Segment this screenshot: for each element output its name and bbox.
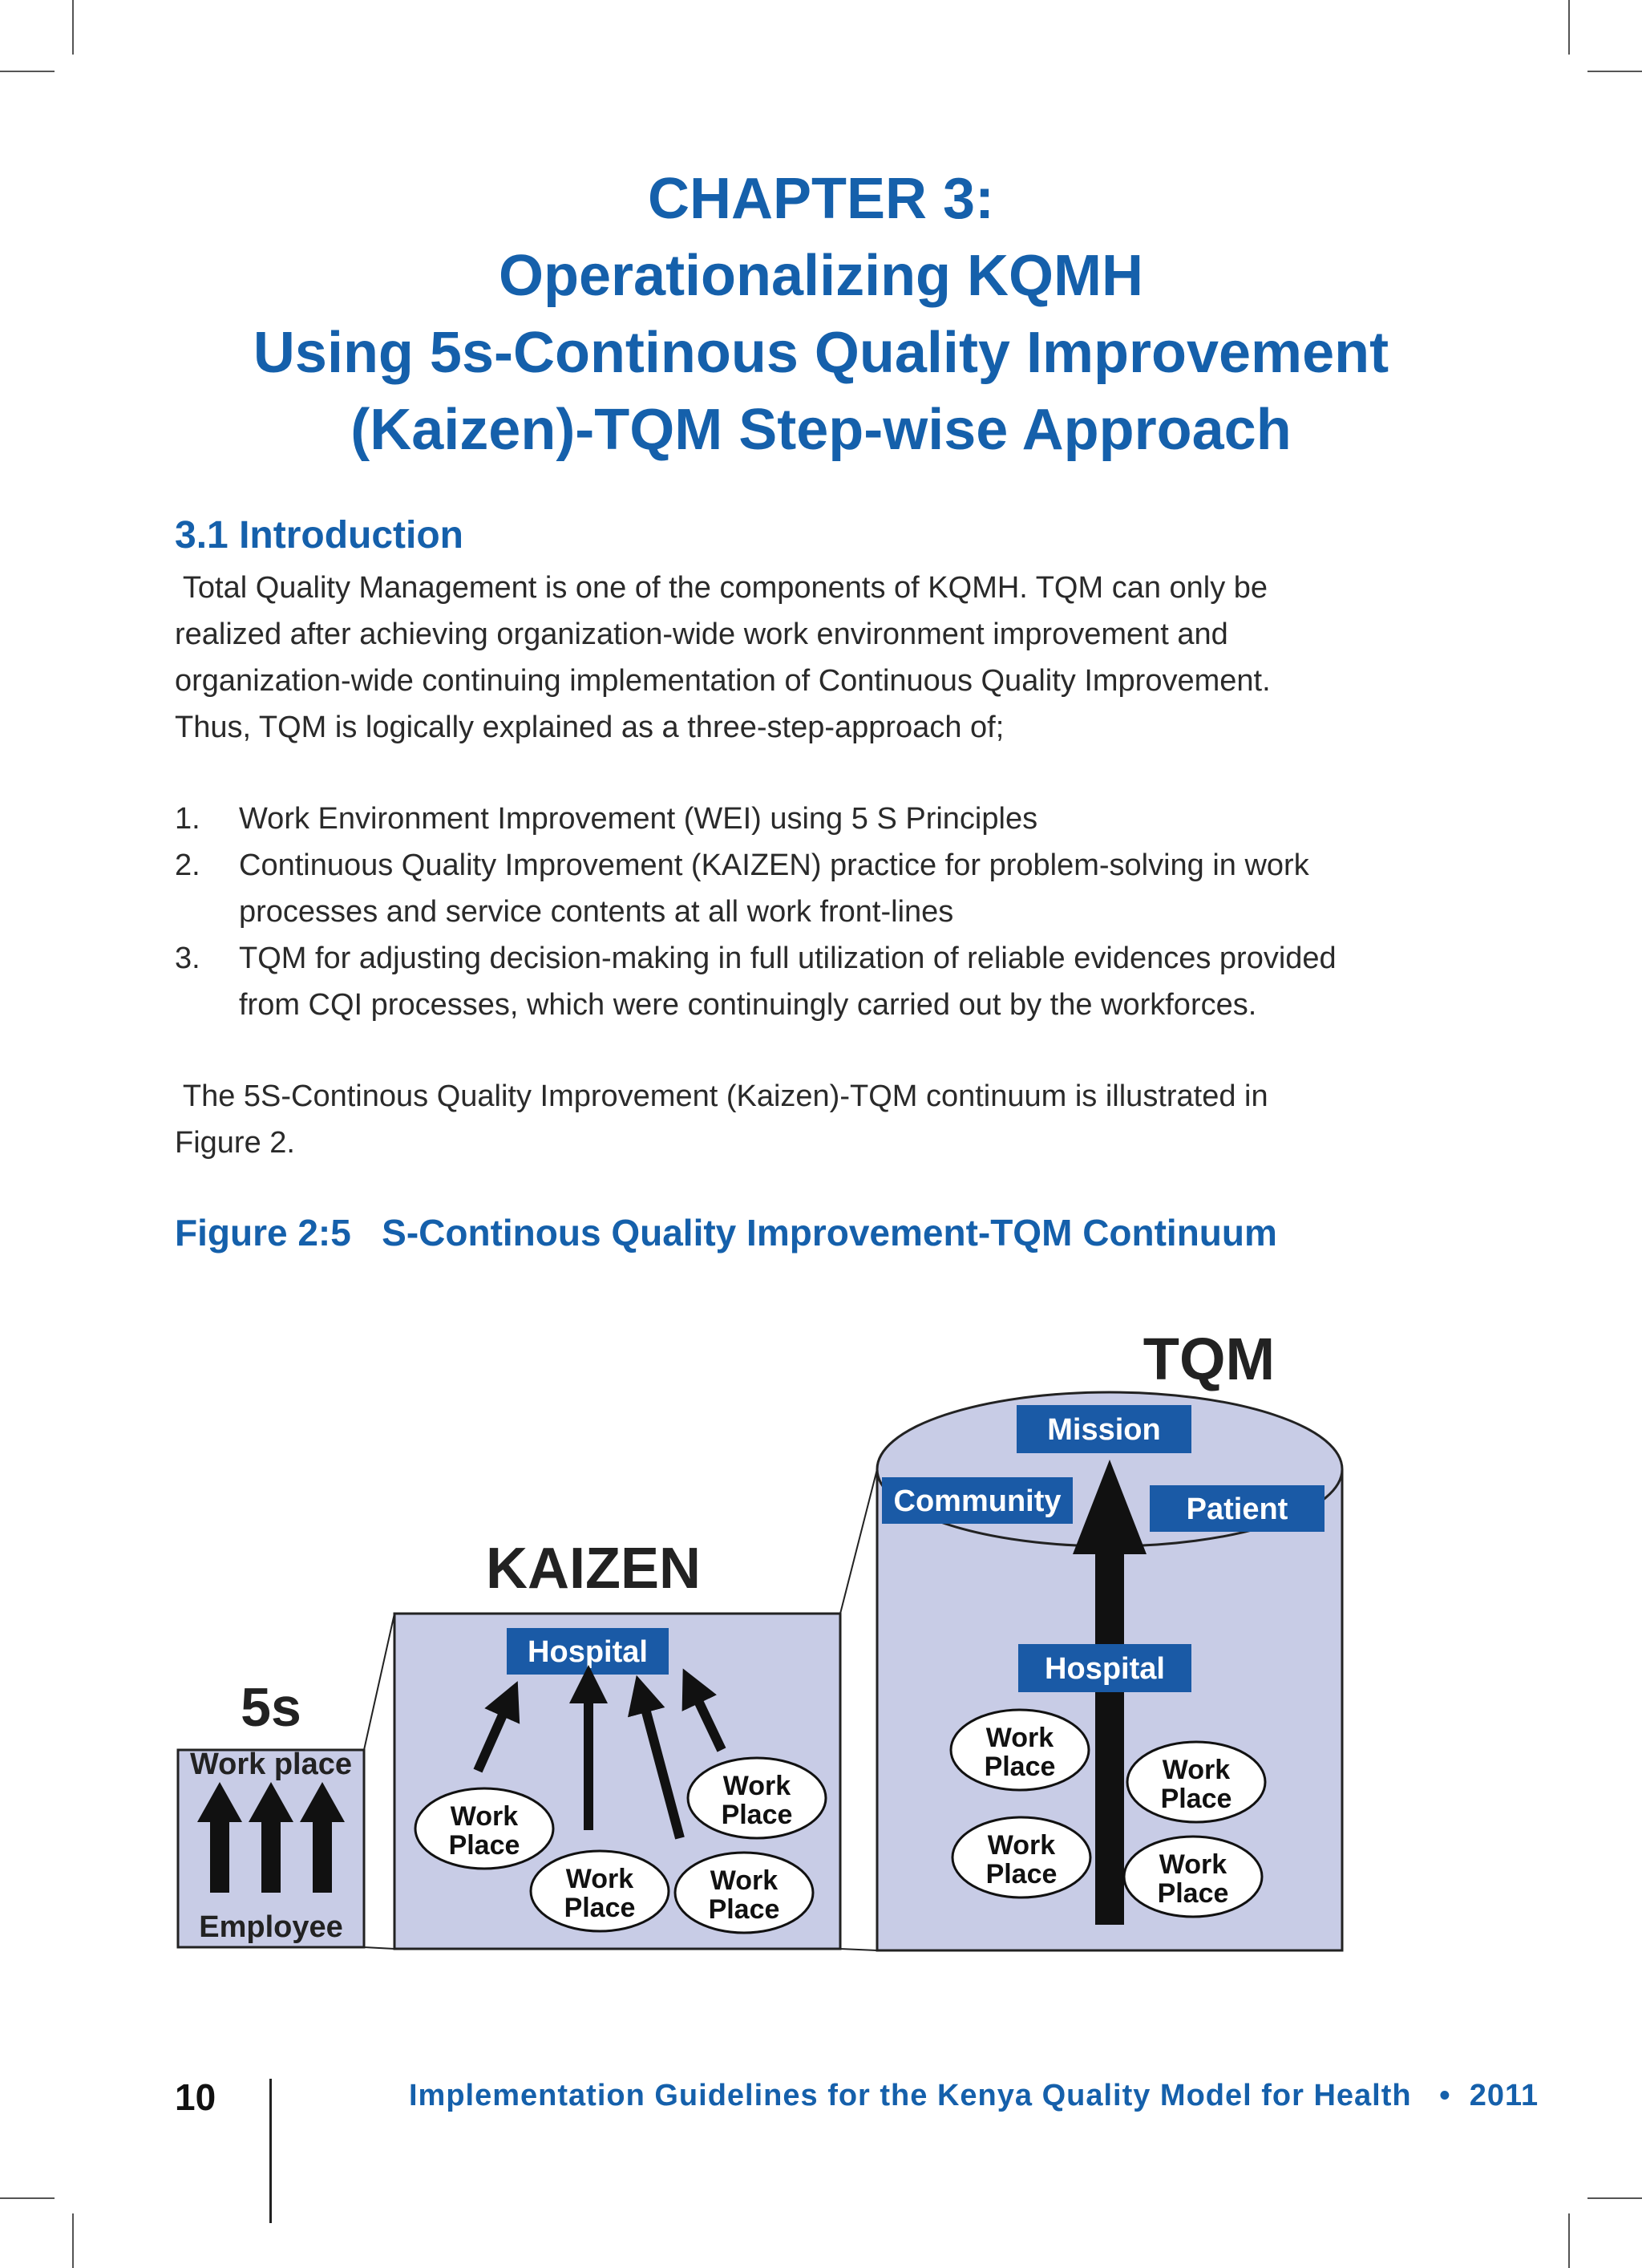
- text-line: TQM for adjusting decision-making in full utilization of reliable evidences provided: [239, 942, 1337, 975]
- continuum-diagram: [0, 1299, 1642, 1973]
- kaizen-hospital-label: Hospital: [528, 1635, 648, 1669]
- list-number: 3.: [175, 942, 200, 975]
- section-heading: 3.1 Introduction: [175, 514, 463, 557]
- crop-mark: [1587, 2197, 1642, 2199]
- text-line: from CQI processes, which were continuingly carried out by the workforces.: [239, 988, 1257, 1022]
- text-line: organization-wide continuing implementation of Continuous Quality Improvement.: [175, 664, 1271, 698]
- work-label: Work: [450, 1801, 519, 1832]
- kaizen-title: KAIZEN: [486, 1537, 701, 1601]
- crop-mark: [0, 71, 55, 72]
- work-place-node: [952, 1817, 1090, 1897]
- connector-line: [364, 1614, 394, 1750]
- place-label: Place: [985, 1859, 1058, 1889]
- work-place-node: [951, 1710, 1089, 1790]
- text-line: Continuous Quality Improvement (KAIZEN) practice for problem-solving in work: [239, 848, 1309, 882]
- place-label: Place: [708, 1894, 780, 1925]
- tqm-community-label: Community: [893, 1484, 1062, 1518]
- connector-line: [840, 1949, 877, 1950]
- work-place-node: [688, 1758, 826, 1838]
- list-number: 2.: [175, 848, 200, 882]
- connector-line: [364, 1947, 394, 1949]
- chapter-title-line: (Kaizen)-TQM Step-wise Approach: [350, 398, 1292, 462]
- crop-mark: [72, 0, 74, 55]
- page-number: 10: [175, 2076, 216, 2118]
- work-label: Work: [710, 1865, 779, 1896]
- figure-reference-paragraph: [175, 1073, 1426, 1166]
- work-label: Work: [1159, 1849, 1227, 1880]
- tqm-patient-label: Patient: [1186, 1492, 1288, 1526]
- work-place-node: [1127, 1742, 1265, 1822]
- text-line: The 5S-Continous Quality Improvement (Kaizen)-TQM continuum is illustrated in: [175, 1079, 1268, 1113]
- fives-arrows: [197, 1782, 345, 1893]
- work-label: Work: [985, 1723, 1054, 1753]
- chapter-title-line: CHAPTER 3:: [647, 167, 995, 231]
- work-place-node: [1124, 1837, 1262, 1917]
- text-line: realized after achieving organization-wide work environment improvement and: [175, 618, 1228, 651]
- place-label: Place: [721, 1800, 793, 1830]
- fives-bottom-label: Employee: [199, 1910, 343, 1944]
- crop-mark: [1587, 71, 1642, 72]
- chapter-title: [0, 160, 1642, 468]
- text-line: Total Quality Management is one of the components of KQMH. TQM can only be: [175, 571, 1268, 605]
- text-line: Figure 2.: [175, 1126, 295, 1160]
- work-label: Work: [987, 1830, 1056, 1861]
- footer-text: Implementation Guidelines for the Kenya Quality Model for Health • 2011: [409, 2079, 1539, 2112]
- text-line: processes and service contents at all work front-lines: [239, 895, 954, 929]
- crop-mark: [0, 2197, 55, 2199]
- text-line: Work Environment Improvement (WEI) using 5 S Principles: [239, 802, 1038, 836]
- intro-paragraph: [175, 565, 1426, 751]
- tqm-title: TQM: [1143, 1326, 1276, 1392]
- tqm-hospital-label: Hospital: [1045, 1652, 1165, 1686]
- connector-line: [840, 1469, 877, 1614]
- work-place-node: [675, 1853, 813, 1933]
- chapter-title-line: Using 5s-Continous Quality Improvement: [253, 321, 1389, 385]
- work-place-node: [531, 1851, 669, 1931]
- place-label: Place: [448, 1830, 520, 1861]
- chapter-title-line: Operationalizing KQMH: [498, 244, 1144, 308]
- text-line: Thus, TQM is logically explained as a three-step-approach of;: [175, 711, 1005, 744]
- work-label: Work: [565, 1864, 634, 1894]
- place-label: Place: [984, 1752, 1056, 1782]
- place-label: Place: [1157, 1878, 1229, 1909]
- place-label: Place: [564, 1893, 636, 1923]
- fives-title: 5s: [241, 1677, 301, 1738]
- tqm-mission-label: Mission: [1047, 1413, 1161, 1447]
- crop-mark: [1568, 0, 1570, 55]
- fives-top-label: Work place: [189, 1748, 353, 1781]
- place-label: Place: [1160, 1784, 1232, 1814]
- work-label: Work: [1162, 1755, 1231, 1785]
- work-place-node: [415, 1788, 553, 1869]
- figure-caption: Figure 2:5 S-Continous Quality Improvement-TQM Continuum: [175, 1212, 1277, 1253]
- work-label: Work: [722, 1771, 791, 1801]
- crop-mark: [1568, 2213, 1570, 2268]
- list-number: 1.: [175, 802, 200, 836]
- crop-mark: [72, 2213, 74, 2268]
- footer-divider: [269, 2079, 272, 2223]
